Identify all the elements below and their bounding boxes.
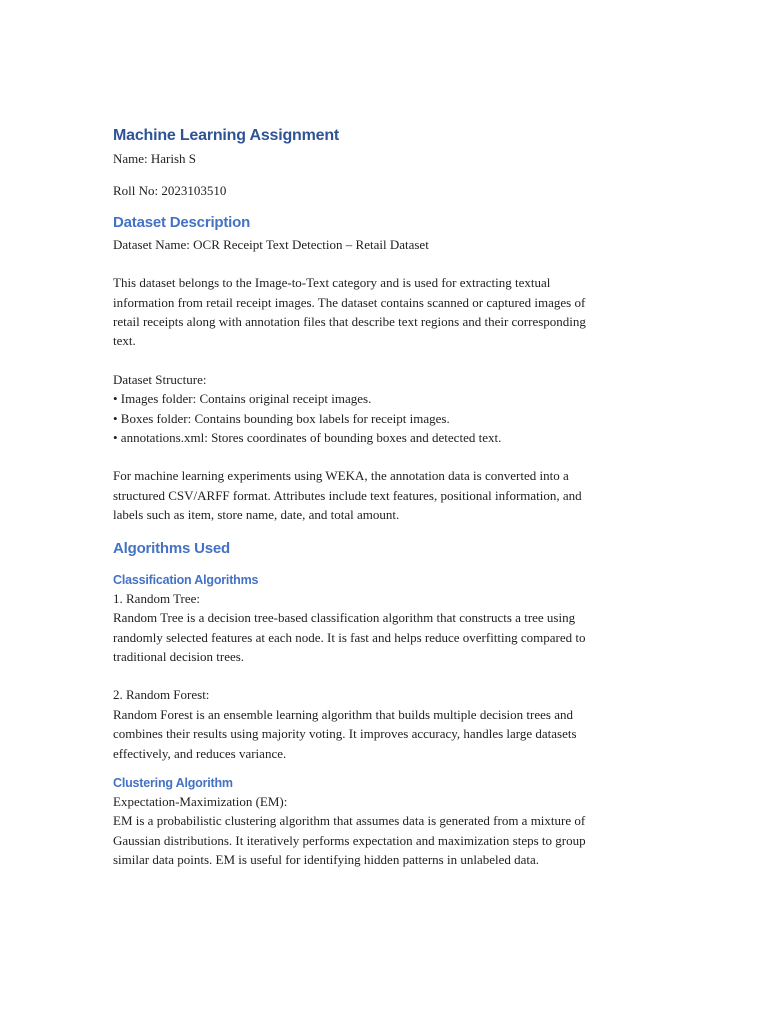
paragraph-line: Random Tree is a decision tree-based classification algorithm that constructs a tree using <box>113 610 576 626</box>
document-title: Machine Learning Assignment <box>113 127 340 144</box>
random-tree-label: 1. Random Tree: <box>113 590 201 606</box>
paragraph-line: This dataset belongs to the Image-to-Text category and is used for extracting textual <box>113 275 551 291</box>
em-paragraph <box>113 811 658 869</box>
roll-number: Roll No: 2023103510 <box>113 183 227 199</box>
paragraph-line: Random Forest is an ensemble learning algorithm that builds multiple decision trees and <box>113 706 573 722</box>
paragraph-line: effectively, and reduces variance. <box>113 745 287 761</box>
dataset-intro-paragraph <box>113 273 658 351</box>
random-forest-label: 2. Random Forest: <box>113 687 210 703</box>
random-tree-paragraph <box>113 608 658 666</box>
paragraph-line: Gaussian distributions. It iteratively performs expectation and maximization steps to group <box>113 832 586 848</box>
dataset-name: Dataset Name: OCR Receipt Text Detection – Retail Dataset <box>113 236 429 252</box>
list-item: • annotations.xml: Stores coordinates of bounding boxes and detected text. <box>113 430 502 446</box>
paragraph-line: text. <box>113 333 136 349</box>
dataset-structure-label: Dataset Structure: <box>113 371 207 387</box>
paragraph-line: structured CSV/ARFF format. Attributes include text features, positional information, and <box>113 487 582 503</box>
list-item: • Boxes folder: Contains bounding box labels for receipt images. <box>113 410 450 426</box>
paragraph-line: information from retail receipt images. The dataset contains scanned or captured images of <box>113 294 586 310</box>
classification-heading: Classification Algorithms <box>113 572 259 587</box>
paragraph-line: similar data points. EM is useful for identifying hidden patterns in unlabeled data. <box>113 852 540 868</box>
clustering-heading: Clustering Algorithm <box>113 775 233 790</box>
paragraph-line: traditional decision trees. <box>113 648 245 664</box>
paragraph-line: combines their results using majority voting. It improves accuracy, handles large datasets <box>113 726 577 742</box>
paragraph-line: EM is a probabilistic clustering algorithm that assumes data is generated from a mixture of <box>113 813 586 829</box>
dataset-structure-list <box>113 389 658 447</box>
dataset-description-heading: Dataset Description <box>113 213 251 231</box>
algorithms-used-heading: Algorithms Used <box>113 539 231 557</box>
random-forest-paragraph <box>113 705 658 763</box>
paragraph-line: retail receipts along with annotation files that describe text regions and their corresponding <box>113 314 586 330</box>
paragraph-line: labels such as item, store name, date, and total amount. <box>113 507 400 523</box>
weka-paragraph <box>113 466 658 524</box>
list-item: • Images folder: Contains original receipt images. <box>113 391 372 407</box>
paragraph-line: randomly selected features at each node. It is fast and helps reduce overfitting compared to <box>113 629 586 645</box>
student-name: Name: Harish S <box>113 151 197 166</box>
paragraph-line: For machine learning experiments using WEKA, the annotation data is converted into a <box>113 468 569 484</box>
em-label: Expectation-Maximization (EM): <box>113 793 288 809</box>
